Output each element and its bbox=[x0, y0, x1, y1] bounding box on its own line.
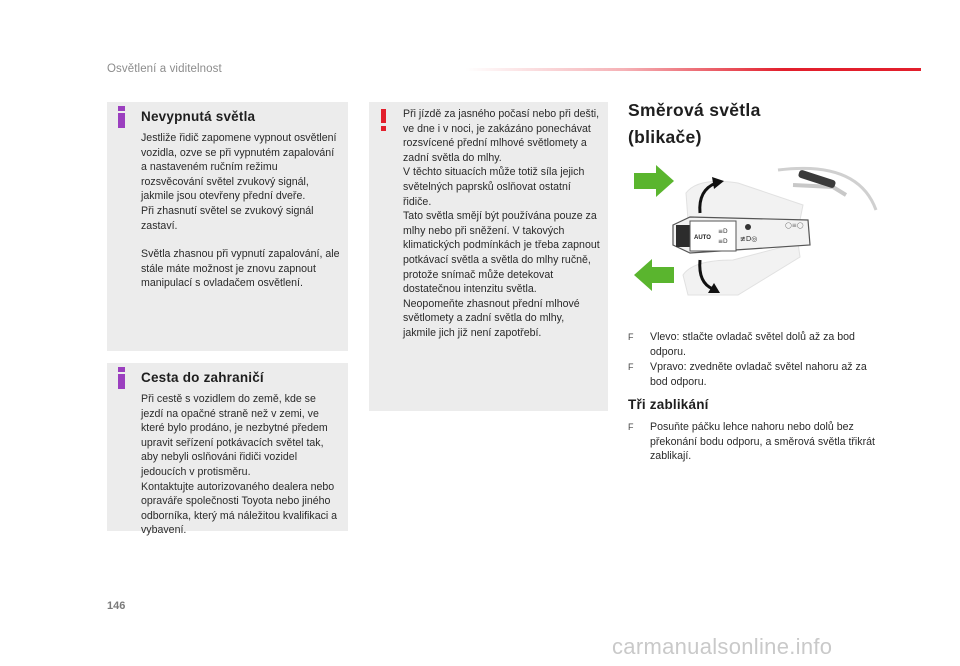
bullet-mark-icon: F bbox=[628, 362, 634, 373]
left-direction-arrow-icon bbox=[634, 259, 674, 291]
list-item bbox=[628, 330, 878, 359]
info-icon bbox=[116, 105, 127, 129]
list-item-text: Vlevo: stlačte ovladač světel dolů až za bod odporu. bbox=[650, 331, 855, 358]
three-blink-instructions bbox=[628, 420, 878, 465]
page-number: 146 bbox=[107, 600, 126, 612]
panel-body bbox=[403, 107, 600, 341]
right-direction-arrow-icon bbox=[634, 165, 674, 197]
list-item bbox=[628, 360, 878, 389]
stalk-icons: ≡D bbox=[718, 228, 728, 235]
info-panel-travel-abroad bbox=[107, 363, 348, 537]
stalk-icons: ≢D◎ bbox=[740, 235, 758, 243]
panel-paragraph: Při jízdě za jasného počasí nebo při dešti, ve dne i v noci, je zakázáno ponechávat rozsvícené přední mlhové světlomety a zadní světla do mlhy. V těchto situacích může totiž síla jejich světelných paprsků oslňovat ostatní řidiče. Tato světla smějí být používána pouze za mlhy nebo při sněžení. V takových klimatických podmínkách je třeba zapnout potkávací světla a světla do mlhy ručně, protože snímač může detekovat dostatečnou intenzitu světla. Neopomeňte zhasnout přední mlhové světlomety a zadní světla do mlhy, jakmile jich již není zapotřebí. bbox=[403, 108, 600, 339]
panel-body bbox=[141, 392, 340, 538]
info-panel-lights-left-on bbox=[107, 102, 348, 351]
stalk-icons: ≡D bbox=[718, 238, 728, 245]
turn-signal-instructions bbox=[628, 330, 878, 390]
warning-exclamation-icon bbox=[378, 108, 389, 132]
steering-wheel-spoke bbox=[793, 185, 846, 195]
panel-paragraph: Světla zhasnou při vypnutí zapalování, ale stále máte možnost je znovu zapnout manipulací s ovladačem osvětlení. bbox=[141, 248, 340, 290]
section-title-line: Směrová světla bbox=[628, 100, 761, 120]
panel-body bbox=[141, 131, 340, 291]
stalk-ghost-upper bbox=[686, 181, 803, 220]
bullet-mark-icon: F bbox=[628, 422, 634, 432]
panel-paragraph: Jestliže řidič zapomene vypnout osvětlení vozidla, ozve se při vypnutém zapalování a nastaveném ručním režimu rozsvěcování světel zvukový signál, jakmile jsou otevřeny přední dveře. Při zhasnutí světel se zvukový signál zastaví. bbox=[141, 132, 337, 232]
panel-title: Nevypnutá světla bbox=[141, 109, 256, 124]
list-item-text: Vpravo: zvedněte ovladač světel nahoru až za bod odporu. bbox=[650, 361, 867, 388]
header-accent-bar bbox=[465, 68, 921, 71]
turn-signal-stalk-illustration bbox=[628, 165, 878, 315]
section-title bbox=[628, 97, 761, 151]
stalk-icons: ◯≡◯ bbox=[785, 222, 804, 229]
panel-title: Cesta do zahraničí bbox=[141, 370, 264, 385]
stalk-auto-label: AUTO bbox=[694, 235, 711, 241]
header-title: Osvětlení a viditelnost bbox=[107, 63, 222, 75]
panel-paragraph: Při cestě s vozidlem do země, kde se jezdí na opačné straně než v zemi, ve které bylo prodáno, je nezbytné předem upravit seřízení potkávacích světel tak, aby nebyli oslňováni řidiči vozidel jedoucích v protisměru. Kontaktujte autorizovaného dealera nebo opraváře společnosti Toyota nebo jiného odborníka, který má náležitou kvalifikaci a vybavení. bbox=[141, 393, 338, 537]
watermark: carmanualsonline.info bbox=[612, 634, 833, 659]
list-item bbox=[628, 420, 878, 464]
section-title-line: (blikače) bbox=[628, 127, 702, 147]
list-item-text: Posuňte páčku lehce nahoru nebo dolů bez překonání bodu odporu, a směrová světla třikrát zablikají. bbox=[650, 421, 875, 463]
bullet-mark-icon: F bbox=[628, 332, 634, 342]
info-icon bbox=[116, 366, 127, 390]
warning-panel-fog-lights bbox=[369, 102, 608, 411]
subsection-title: Tři zablikání bbox=[628, 397, 709, 412]
